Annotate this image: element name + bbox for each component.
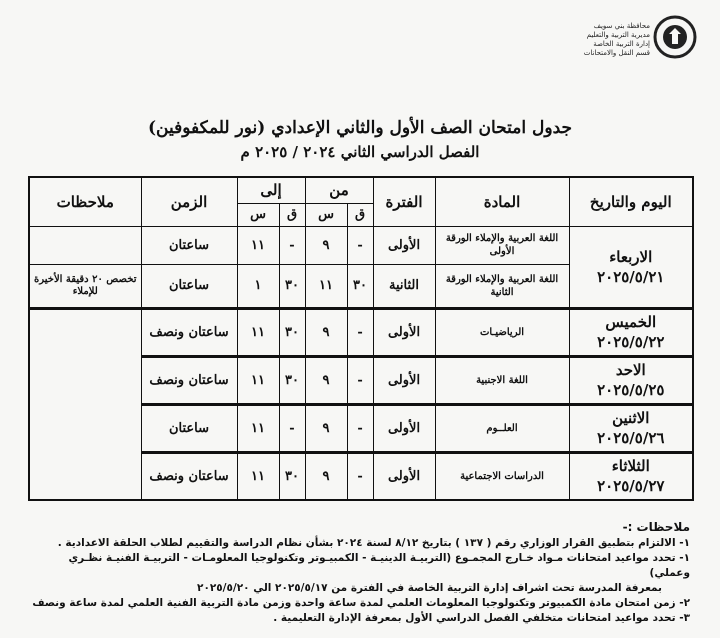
exam-date: ٢٠٢٥/٥/٢٢: [597, 333, 665, 351]
duration-cell: ساعتان: [141, 264, 237, 308]
header-subject: المادة: [435, 177, 569, 226]
to-hour-cell: ١: [237, 264, 279, 308]
from-hour-cell: ٩: [305, 356, 347, 404]
from-hour-cell: ٩: [305, 404, 347, 452]
header-from: من: [305, 177, 373, 203]
period-cell: الأولى: [373, 308, 435, 356]
table-row: [29, 226, 693, 264]
exam-date: ٢٠٢٥/٥/٢٥: [597, 381, 665, 399]
period-cell: الأولى: [373, 452, 435, 500]
period-cell: الثانية: [373, 264, 435, 308]
remarks-cell: تخصص ٢٠ دقيقة الأخيرة للإملاء: [29, 264, 141, 308]
note-item: ١- الالتزام بتطبيق القرار الوزاري رقم ( ١٣٧ ) بتاريخ ٨/١٢ لسنة ٢٠٢٤ بشأن نظام الدراسة والتقييم لطلاب الحلقة الاعدادية .: [57, 537, 690, 549]
subject-cell: اللغة الاجنبية: [435, 356, 569, 404]
logo-emblem-icon: [652, 14, 698, 60]
logo-text: محافظة بني سويف مديرية التربية والتعليم إدارة التربية الخاصة قسم النقل والامتحانات: [583, 22, 650, 57]
from-minute-cell: -: [347, 226, 373, 264]
to-hour-cell: ١١: [237, 308, 279, 356]
header-from-minute: ق: [347, 203, 373, 226]
ministry-logo: [548, 14, 698, 66]
header-duration: الزمن: [141, 177, 237, 226]
to-hour-cell: ١١: [237, 356, 279, 404]
from-hour-cell: ٩: [305, 308, 347, 356]
day-date-cell: [569, 452, 693, 500]
from-minute-cell: ٣٠: [347, 264, 373, 308]
note-item: ٣- تحدد مواعيد امتحانات متخلفي الفصل الدراسي الأول بمعرفة الإدارة التعليمية .: [273, 612, 690, 624]
duration-cell: ساعتان ونصف: [141, 308, 237, 356]
remarks-cell: [29, 308, 141, 500]
from-minute-cell: -: [347, 356, 373, 404]
from-hour-cell: ٩: [305, 452, 347, 500]
notes-section: [26, 520, 690, 626]
day-date-cell: [569, 308, 693, 356]
period-cell: الأولى: [373, 356, 435, 404]
duration-cell: ساعتان ونصف: [141, 356, 237, 404]
page-title: جدول امتحان الصف الأول والثاني الإعدادي (نور للمكفوفين): [147, 118, 573, 138]
day-date-cell: [569, 226, 693, 308]
subject-cell: اللغة العربية والإملاء الورقة الأولى: [435, 226, 569, 264]
day-name: الاربعاء: [609, 247, 653, 266]
from-minute-cell: -: [347, 452, 373, 500]
to-minute-cell: -: [279, 404, 305, 452]
subject-cell: اللغة العربية والإملاء الورقة الثانية: [435, 264, 569, 308]
day-name: الاحد: [615, 361, 646, 379]
day-name: الخميس: [605, 313, 657, 331]
to-minute-cell: -: [279, 226, 305, 264]
exam-date: ٢٠٢٥/٥/٢١: [597, 267, 665, 286]
header-remarks: ملاحظات: [29, 177, 141, 226]
header-from-hour: س: [305, 203, 347, 226]
to-minute-cell: ٣٠: [279, 452, 305, 500]
exam-date: ٢٠٢٥/٥/٢٦: [597, 429, 665, 447]
to-hour-cell: ١١: [237, 226, 279, 264]
to-hour-cell: ١١: [237, 452, 279, 500]
remarks-cell: [29, 226, 141, 264]
note-item: ٢- زمن امتحان مادة الكمبيوتر وتكنولوجيا المعلومات العلمي لمدة ساعة واحدة وزمن مادة التربية الفنية العلمي لمدة ساعة ونصف: [32, 597, 690, 609]
note-item: بمعرفة المدرسة تحت اشراف إدارة التربية الخاصة في الفترة من ٢٠٢٥/٥/١٧ الي ٢٠٢٥/٥/٢٠: [197, 582, 662, 594]
to-hour-cell: ١١: [237, 404, 279, 452]
to-minute-cell: ٣٠: [279, 264, 305, 308]
duration-cell: ساعتان: [141, 226, 237, 264]
subject-cell: الدراسات الاجتماعية: [435, 452, 569, 500]
subject-cell: العلــوم: [435, 404, 569, 452]
subject-cell: الرياضيـات: [435, 308, 569, 356]
note-item: ١- تحدد مواعيد امتحانات مـواد خـارج المجمـوع (التربيـة الدينيـة - الكمبيـوتر وتكنولوجيا المعلومـات - التربيـة الفنيـة نظـري وعملي): [68, 552, 690, 579]
duration-cell: ساعتان ونصف: [141, 452, 237, 500]
duration-cell: ساعتان: [141, 404, 237, 452]
from-minute-cell: -: [347, 308, 373, 356]
from-hour-cell: ٩: [305, 226, 347, 264]
to-minute-cell: ٣٠: [279, 356, 305, 404]
page-subtitle: الفصل الدراسي الثاني ٢٠٢٤ / ٢٠٢٥ م: [240, 143, 480, 161]
from-hour-cell: ١١: [305, 264, 347, 308]
day-name: الثلاثاء: [611, 457, 650, 476]
header-to: إلى: [237, 177, 305, 203]
header-to-hour: س: [237, 203, 279, 226]
exam-date: ٢٠٢٥/٥/٢٧: [597, 477, 665, 496]
header-period: الفترة: [373, 177, 435, 226]
header-to-minute: ق: [279, 203, 305, 226]
notes-heading: ملاحظات :-: [622, 520, 690, 534]
day-date-cell: [569, 356, 693, 404]
exam-schedule-table: [28, 176, 694, 501]
to-minute-cell: ٣٠: [279, 308, 305, 356]
header-day-date: اليوم والتاريخ: [569, 177, 693, 226]
day-name: الاثنين: [612, 409, 650, 427]
day-date-cell: [569, 404, 693, 452]
table-row: [29, 308, 693, 356]
period-cell: الأولى: [373, 404, 435, 452]
from-minute-cell: -: [347, 404, 373, 452]
period-cell: الأولى: [373, 226, 435, 264]
